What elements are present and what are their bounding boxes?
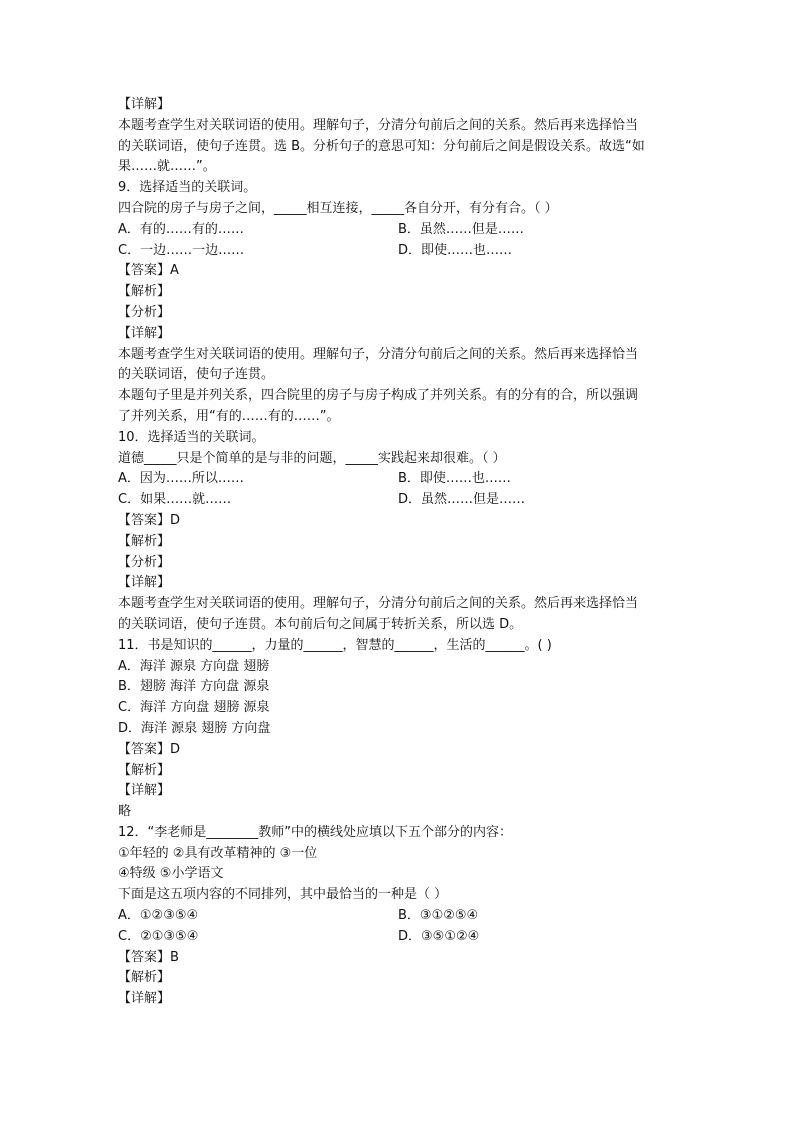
- q10-options-row-2: [118, 490, 708, 511]
- q9-option-d: D．即使……也……: [398, 242, 513, 258]
- q8-detail-label: 【详解】: [118, 97, 171, 112]
- q9-detail-line-3: 本题句子里是并列关系，四合院里的房子与房子构成了并列关系。有的分有的合，所以强调: [118, 388, 639, 404]
- q12-options-row-2: [118, 927, 708, 948]
- q9-answer: 【答案】A: [118, 263, 179, 279]
- q12-prompt: 下面是这五项内容的不同排列，其中最恰当的一种是（ ）: [118, 887, 448, 903]
- q11-option-a: A．海洋 源泉 方向盘 翅膀: [118, 658, 270, 674]
- q9-analysis-label: 【解析】: [118, 284, 171, 300]
- q10-answer: 【答案】D: [118, 512, 181, 528]
- q11-option-d: D．海洋 源泉 翅膀 方向盘: [118, 720, 271, 736]
- q11-detail: 略: [118, 804, 132, 820]
- q11-option-c: C．海洋 方向盘 翅膀 源泉: [118, 700, 270, 716]
- q9-options-row-1: [118, 220, 708, 241]
- q10-option-c: C．如果……就……: [118, 492, 232, 508]
- q9-detail-line-1: 本题考查学生对关联词语的使用。理解句子，分清分句前后之间的关系。然后再来选择恰当: [118, 346, 639, 362]
- q12-option-b: B．③①②⑤④: [398, 908, 479, 924]
- q11-stem: 11．书是知识的______，力量的______，智慧的______，生活的______。( ): [118, 637, 552, 653]
- q10-options-row-1: [118, 469, 708, 490]
- q10-option-d: D．虽然……但是……: [398, 492, 526, 508]
- q9-detail-line-4: 了并列关系，用“有的……有的……”。: [118, 408, 340, 424]
- q8-detail-line-1: 本题考查学生对关联词语的使用。理解句子，分清分句前后之间的关系。然后再来选择恰当: [118, 117, 639, 133]
- q10-option-a: A．因为……所以……: [118, 471, 244, 487]
- q10-option-b: B．即使……也……: [398, 471, 511, 487]
- q12-analysis-label: 【解析】: [118, 970, 171, 986]
- q12-answer: 【答案】B: [118, 949, 179, 965]
- q10-detail-label: 【详解】: [118, 575, 171, 591]
- q10-detail-line-1: 本题考查学生对关联词语的使用。理解句子，分清分句前后之间的关系。然后再来选择恰当: [118, 596, 639, 612]
- q9-title: 9．选择适当的关联词。: [118, 180, 257, 196]
- q10-fenxi-label: 【分析】: [118, 554, 171, 570]
- q9-option-a: A．有的……有的……: [118, 221, 244, 237]
- q12-option-c: C．②①③⑤④: [118, 928, 199, 944]
- q12-detail-label: 【详解】: [118, 991, 171, 1007]
- q11-analysis-label: 【解析】: [118, 762, 171, 778]
- q10-detail-line-2: 的关联词语，使句子连贯。本句前后句之间属于转折关系，所以选 D。: [118, 616, 523, 632]
- q12-items-line-1: ①年轻的 ②具有改革精神的 ③一位: [118, 845, 318, 861]
- q9-detail-line-2: 的关联词语，使句子连贯。: [118, 367, 275, 383]
- q10-analysis-label: 【解析】: [118, 533, 171, 549]
- q10-stem: 道德_____只是个简单的是与非的问题，_____实践起来却很难。（ ）: [118, 450, 506, 466]
- q12-items-line-2: ④特级 ⑤小学语文: [118, 866, 224, 882]
- q8-detail-line-3: 果……就……”。: [118, 159, 216, 175]
- q11-answer: 【答案】D: [118, 741, 181, 757]
- q8-detail-line-2: 的关联词语，使句子连贯。选 B。分析句子的意思可知：分句前后之间是假设关系。故选“如: [118, 138, 645, 154]
- q9-fenxi-label: 【分析】: [118, 304, 171, 320]
- q12-stem: 12．“李老师是________教师”中的横线处应填以下五个部分的内容：: [118, 824, 513, 840]
- q12-option-d: D．③⑤①②④: [398, 928, 480, 944]
- q12-options-row-1: [118, 906, 708, 927]
- q9-stem: 四合院的房子与房子之间，_____相互连接，_____各自分开，有分有合。（ ）: [118, 200, 558, 216]
- document-body: [118, 95, 708, 1010]
- q11-detail-label: 【详解】: [118, 783, 171, 799]
- q9-detail-label: 【详解】: [118, 325, 171, 341]
- q9-options-row-2: [118, 241, 708, 262]
- q12-option-a: A．①②③⑤④: [118, 908, 199, 924]
- q9-option-b: B．虽然……但是……: [398, 221, 524, 237]
- q11-option-b: B．翅膀 海洋 方向盘 源泉: [118, 679, 270, 695]
- q10-title: 10．选择适当的关联词。: [118, 429, 265, 445]
- q9-option-c: C．一边……一边……: [118, 242, 245, 258]
